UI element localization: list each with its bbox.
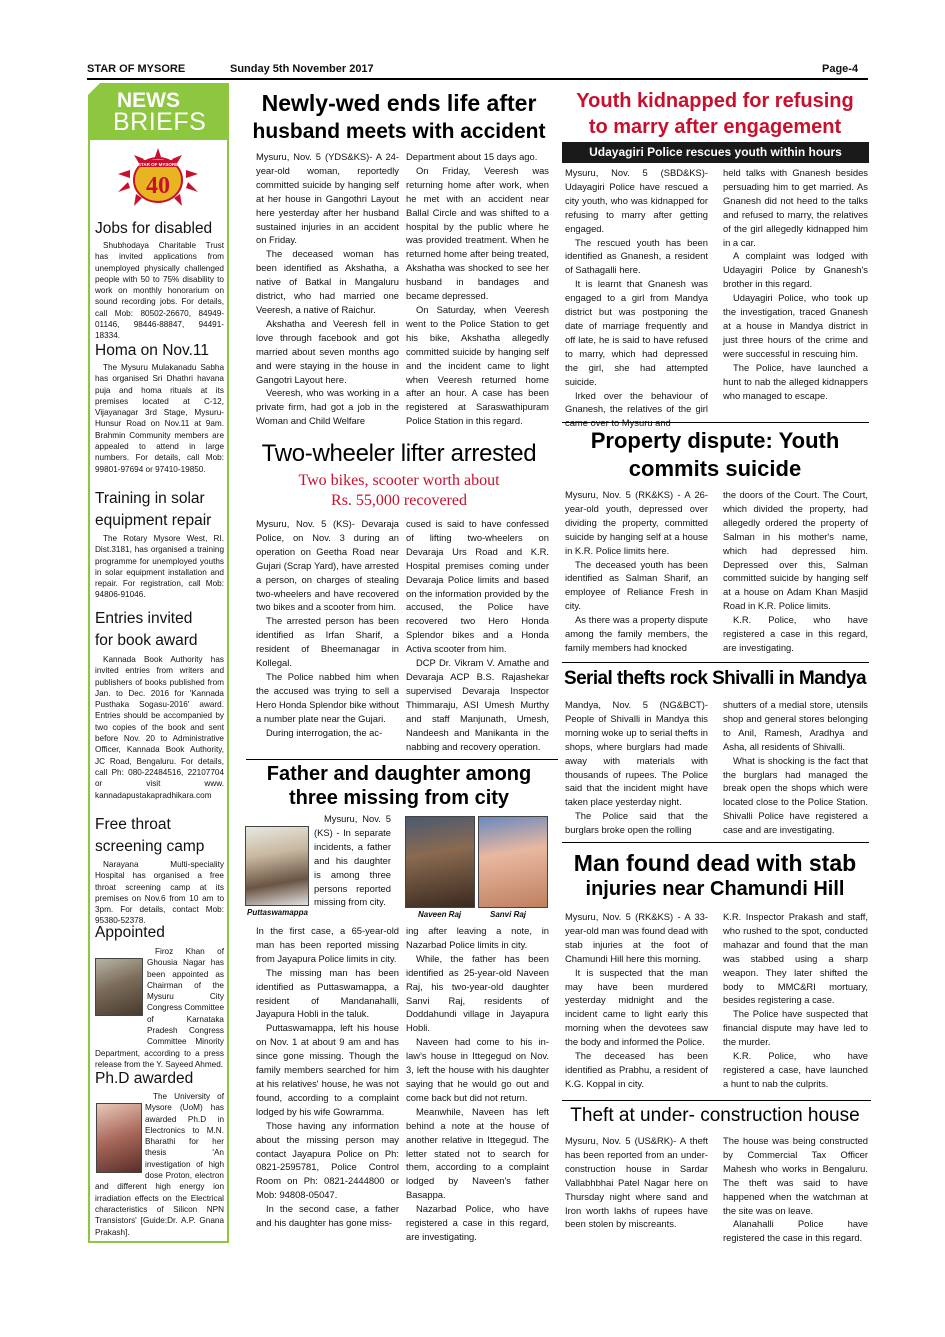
shivalli-col-1: Mandya, Nov. 5 (NG&BCT)- People of Shivalli in Mandya this morning woke up to serial thefts in shops, where burglars had made away with materials with thousands of rupees. The Police said that the incident might have taken place yesterday night. The Police said that the burglars broke open the rolling bbox=[565, 699, 708, 836]
photo-caption-sanvi: Sanvi Raj bbox=[490, 910, 527, 919]
brief-text-solar: The Rotary Mysore West, RI. Dist.3181, has organised a training programme for unemployed youths in solar equipment installation and repair. For registration, call Mob: 94806-91046. bbox=[95, 534, 224, 600]
shivalli-top-rule bbox=[562, 662, 869, 663]
property-col-2: the doors of the Court. The Court, which divided the property, had allegedly ordered the property of Salman in his mother's name, which had depressed him. Depressed over this, Salman committed suicide by hanging self at a house on Adam Khan Masjid Road in K.R. Police limits. K.R. Police, who have registered a case in this regard, are investigating. bbox=[723, 489, 868, 653]
logo-number: 40 bbox=[146, 173, 170, 199]
banner-corner bbox=[88, 83, 100, 95]
photo-float-spacer bbox=[95, 946, 147, 1044]
missing-col-1: In the first case, a 65-year-old man has been reported missing from Jayapura Police limits in city. The missing man has been identified as Puttaswamappa, a resident of Mandanahalli, Jayapura Hobli in the taluk. Puttaswamappa, left his house on Nov. 1 at about 9 am and has since gone missing. Though the family members searched for him at his relatives' house, he was not found, according to a complaint lodged by his wife Gowramma. Those having any information about the missing person may contact Jayapura Police on Ph: 0821-2595781, Police Control Room on Ph: 0821-2444800 or Mob: 94808-05047. In the second case, a father and his daughter has gone miss- bbox=[256, 925, 399, 1229]
twowheeler-subhead-1: Two bikes, scooter worth about bbox=[298, 472, 500, 489]
theft-top-rule bbox=[562, 1100, 871, 1101]
paper-name: STAR OF MYSORE bbox=[87, 63, 186, 75]
headline-mandead-1: Man found dead with stab bbox=[573, 850, 857, 876]
photo-caption-puttaswamappa: Puttaswamappa bbox=[247, 908, 308, 917]
page-number: Page-4 bbox=[822, 63, 859, 75]
headline-kidnap-1: Youth kidnapped for refusing bbox=[576, 90, 854, 112]
shivalli-col-2: shutters of a medial store, utensils shop and general stores belonging to Anil, Ramesh, Aradhya and Asha, all residents of Shivalli. What is shocking is the fact that the burglars had managed the break open the shops which were located close to the Police Station. Shivalli Police have registered a case and are investigating. bbox=[723, 699, 868, 836]
twowheeler-col-1: Mysuru, Nov. 5 (KS)- Devaraja Police, on Nov. 3 during an operation on Geetha Road near Gujari (Scrap Yard), have arrested a person, on charges of stealing two-wheelers and have recovered two bikes and a scooter from him. The arrested person has been identified as Irfan Sharif, a resident of Bheemanagar in Kollegal. The Police nabbed him when the accused was trying to sell a Hero Honda Splendor bike without a number plate near the Gujari. During interrogation, the ac- bbox=[256, 518, 399, 738]
headline-twowheeler: Two-wheeler lifter arrested bbox=[261, 440, 537, 467]
brief-heading-book: Entries invited bbox=[95, 610, 193, 627]
brief-heading-solar-2: equipment repair bbox=[95, 512, 212, 529]
newlywed-col-2: Department about 15 days ago. On Friday, Veeresh was returning home after work, when he met with an accident near Ballal Circle and was shifted to a hospital by the public where he was provided treatment. When he returned home after being treated, Akshatha was shocked to see her husband in bandages and became depressed. On Saturday, when Veeresh went to the Police Station to get his bike, Akshatha allegedly committed suicide by hanging self and the incident came to light when Veeresh returned home after an hour. A case has been registered at Saraswathipuram Police Station in this regard. bbox=[406, 151, 549, 427]
header-rule bbox=[87, 78, 868, 80]
kidnap-subhead: Udayagiri Police rescues youth within hours bbox=[562, 142, 869, 163]
headline-shivalli: Serial thefts rock Shivalli in Mandya bbox=[564, 668, 866, 689]
headline-property-1: Property dispute: Youth bbox=[590, 428, 840, 453]
twowheeler-col-2: cused is said to have confessed of lifting two-wheelers on Devaraja Urs Road and K.R. Hospital premises coming under Devaraja Police limits and based on the information provided by the accused, the Police have recovered two Hero Honda Splendor bikes and a Honda Activa scooter from him. DCP Dr. Vikram V. Amathe and Devaraja ACP B.S. Rajashekar supervised Devaraja Inspector Thimmaraju, ASI Umesh Murthy and staff Manjunath, Umesh, Nandeesh and Manikanta in the nabbing and recovery operation. bbox=[406, 518, 549, 752]
brief-heading-jobs: Jobs for disabled bbox=[95, 220, 213, 237]
brief-text-jobs: Shubhodaya Charitable Trust has invited applications from unemployed physically challenged people with 50 to 75% disability to work on monthly honorarium on sound recording jobs. For details, call Mob: 80502-26670, 84949-01146, 98446-88847, 94491-18334. bbox=[95, 241, 224, 341]
brief-heading-homa: Homa on Nov.11 bbox=[95, 342, 210, 359]
photo-float-spacer-3 bbox=[256, 812, 314, 924]
news-briefs-title-1: NEWS bbox=[117, 89, 180, 112]
theft-col-2: The house was being constructed by Commercial Tax Officer Mahesh who works in Bengaluru. The theft was said to have happened when the watchman at the site was on leave. Alanahalli Police have registered the case in this regard. bbox=[723, 1135, 868, 1244]
mandead-top-rule bbox=[562, 842, 869, 843]
brief-heading-throat-2: screening camp bbox=[95, 838, 205, 855]
headline-newlywed-2: husband meets with accident bbox=[252, 120, 546, 143]
headline-kidnap-2: to marry after engagement bbox=[588, 116, 842, 138]
property-col-1: Mysuru, Nov. 5 (RK&KS) - A 26-year-old youth, depressed over dividing the property, committed suicide by hanging self at a house in K.R. Police limits here. The deceased youth has been identified as Salman Sharif, an employee of Reliance Fresh in city. As there was a property dispute among the family members, the family members had knocked bbox=[565, 489, 708, 653]
issue-date: Sunday 5th November 2017 bbox=[230, 63, 374, 75]
headline-newlywed-1: Newly-wed ends life after bbox=[261, 90, 537, 116]
news-briefs-title-2: BRIEFS bbox=[113, 108, 207, 136]
brief-text-book: Kannada Book Authority has invited entries from writers and publishers of books published from Jan. to Dec. 2016 for 'Kannada Pusthaka Sogasu-2016' award. Entries should be accompanied by two copies of the book and sent before Nov. 20 to Administrative Officer, Kannada Book Authority, JC Road, Bengaluru. For details, call Ph: 080-22484516, 22107704 or visit www. kannadapustakapradhikara.com bbox=[95, 655, 224, 800]
missing-col-1-top: Mysuru, Nov. 5 (KS) - In separate incidents, a father and his daughter is among three persons reported missing from city. bbox=[256, 812, 391, 924]
photo-float-spacer-2 bbox=[95, 1091, 145, 1181]
photo-caption-naveen: Naveen Raj bbox=[418, 910, 462, 919]
brief-heading-phd: Ph.D awarded bbox=[95, 1070, 194, 1087]
mandead-col-2: K.R. Inspector Prakash and staff, who rushed to the spot, conducted mahazar and found that the man was stabbed using a sharp weapon. They later shifted the body to MMC&RI mortuary, besides registering a case. The Police have suspected that financial dispute may have led to the murder. K.R. Police, who have registered a case, have launched a hunt to nab the culprits. bbox=[723, 911, 868, 1089]
logo-top-text: STAR OF MYSORE bbox=[137, 162, 179, 167]
theft-col-1: Mysuru, Nov. 5 (US&RK)- A theft has been reported from an under-construction house in Sardar Vallabhbhai Patel Nagar here on Thursday night where sand and Iron worth lakhs of rupees have been stolen by miscreants. bbox=[565, 1135, 708, 1230]
headline-missing-1: Father and daughter among bbox=[266, 763, 532, 785]
missing-top-rule bbox=[246, 759, 558, 760]
brief-text-throat: Narayana Multi-speciality Hospital has organised a free throat screening camp at its premises on Nov.6 from 10 am to 3pm. For details, contact Mob: 95380-52378. bbox=[95, 860, 224, 926]
headline-theft: Theft at under- construction house bbox=[570, 1105, 860, 1126]
brief-heading-appointed: Appointed bbox=[95, 924, 165, 941]
newlywed-col-1: Mysuru, Nov. 5 (YDS&KS)- A 24-year-old woman, reportedly committed suicide by hanging self at her house in Gangothri Layout here yesterday after her husband sustained injuries in an accident on Friday. The deceased woman has been identified as Akshatha, a native of Batkal in Mangaluru district, who had married one Veeresh, a native of Raichur. Akshatha and Veeresh fell in love through facebook and got married about seven months ago and were staying in the house in Gangotri Layout here. Veeresh, who was working in a private firm, had got a job in the Woman and Child Welfare bbox=[256, 151, 399, 427]
headline-mandead-2: injuries near Chamundi Hill bbox=[585, 878, 845, 900]
brief-text-appointed: Firoz Khan of Ghousia Nagar has been appointed as Chairman of the Mysuru City Congress Committee of Karnataka Pradesh Congress Committee Minority Department, according to a press release from the Y. Sayeed Ahmed. bbox=[95, 947, 224, 1069]
brief-text-homa: The Mysuru Mulakanadu Sabha has organised Sri Dhathri havana puja and homa rituals at its premises located at C-12, Vijayanagar 3rd Stage, Mysuru-Hunsur Road on Nov.11 at 9am. Brahmin Community members are appealed to attend in large numbers. For details, call Mob: 99801-97694 or 97410-19850. bbox=[95, 363, 224, 474]
kidnap-col-1: Mysuru, Nov. 5 (SBD&KS)- Udayagiri Police have rescued a city youth, who was kidnapped for refusing to marry after getting engaged. The rescued youth has been identified as Gnanesh, a resident of Sathagalli here. It is learnt that Gnanesh was engaged to a girl from Mandya district but was postponing the date of marriage frequently and off late, he is said to have refused to marry, which had depressed the girl, she had attempted suicide. Irked over the behaviour of Gnanesh, the relatives of the girl bbox=[565, 167, 708, 415]
headline-property-2: commits suicide bbox=[628, 456, 802, 481]
sanvi-raj-photo bbox=[478, 816, 548, 908]
kidnap-col-2: held talks with Gnanesh besides persuading him to get married. As Gnanesh did not heed to the talks and refused to marry, the relatives of the girl allegedly kidnapped him in a car. A complaint was lodged with Udayagiri Police by Gnanesh's brother in this regard. Udayagiri Police, who took up the investigation, traced Gnanesh at a house in Mandya district in just three hours of the crime and were successful in rescuing him. The Police, have launched a hunt to nab the alleged kidnappers who managed to escape. bbox=[723, 167, 868, 401]
property-top-rule bbox=[562, 422, 869, 423]
mandead-col-1: Mysuru, Nov. 5 (RK&KS) - A 33-year-old man was found dead with stab injuries at the foot of Chamundi Hill here this morning. It is suspected that the man may have been murdered yesterday midnight and the incident came to light early this morning when the devotees saw the body and informed the Police. The deceased has been identified as Prabhu, a resident of K.G. Koppal in city. bbox=[565, 911, 708, 1089]
brief-heading-book-2: for book award bbox=[95, 632, 198, 649]
brief-heading-throat: Free throat bbox=[95, 816, 171, 833]
twowheeler-subhead-2: Rs. 55,000 recovered bbox=[331, 492, 467, 509]
anniversary-logo bbox=[112, 146, 204, 214]
naveen-raj-photo bbox=[405, 816, 475, 908]
missing-col-2: ing after leaving a note, in Nazarbad Police limits in city. While, the father has been identified as 25-year-old Naveen Raj, his two-year-old daughter Sanvi Raj, residents of Doddahundi village in Jayapura Hobli. Naveen had come to his in-law's house in Ittegegud on Nov. 3, left the house with his daughter saying that he would go out and come back but did not return. Meanwhile, Naveen has left behind a note at the house of another relative in Ittegegud. The letter stated not to search for them, according to a complaint lodged by Naveen's father Basappa. Nazarbad Police, who have registered a case in this regard, are investigating. bbox=[406, 925, 549, 1242]
brief-heading-solar: Training in solar bbox=[95, 490, 205, 507]
brief-text-phd: The University of Mysore (UoM) has awarded Ph.D in Electronics to M.N. Bharathi for her thesis 'An investigation of high dose Proton, electron and different high energy ion irradiation effects on the Electrical characteristics of Silicon NPN Transistors' [Guide:Dr. A.P. Gnana Prakash]. bbox=[95, 1092, 224, 1237]
headline-missing-2: three missing from city bbox=[288, 787, 510, 809]
